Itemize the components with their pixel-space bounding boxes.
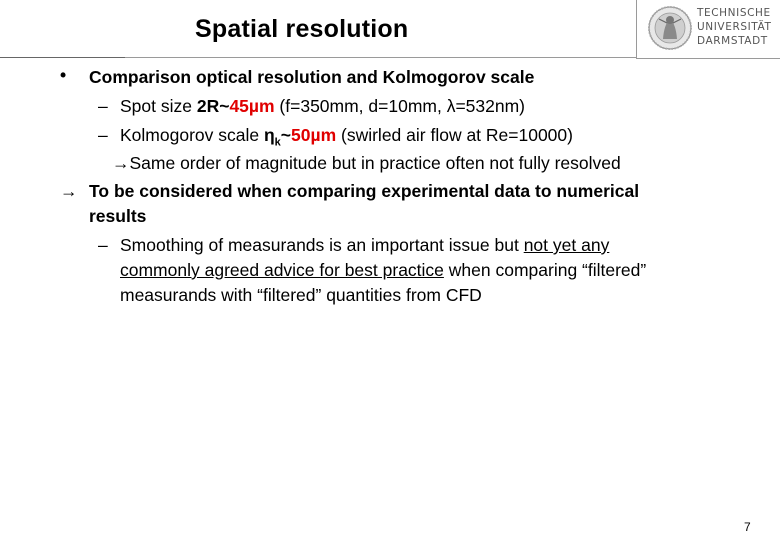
sub-bullet-spot-size: [120, 96, 525, 117]
eta-symbol: η: [263, 125, 275, 145]
sub-bullet-dash-2: –: [98, 125, 108, 145]
spot-size-value: 45µm: [229, 96, 275, 116]
logo-line-2: UNIVERSITÄT: [697, 21, 772, 33]
main-bullet-text: Comparison optical resolution and Kolmogorov scale: [89, 67, 535, 87]
logo-wordmark: [697, 6, 772, 48]
smoothing-text: Smoothing of measurands is an important issue but: [120, 235, 524, 255]
logo-line-3: DARMSTADT: [697, 35, 768, 47]
sub-bullet-dash-1: –: [98, 96, 108, 116]
spot-size-params: (f=350mm, d=10mm, λ=532nm): [274, 96, 526, 116]
smoothing-text-2: when comparing “filtered”: [443, 260, 647, 280]
conclusion-arrow: →: [60, 181, 78, 201]
smoothing-line-1: [120, 235, 609, 256]
title-underline: [0, 57, 125, 58]
smoothing-underlined-2: commonly agreed advice for best practice: [120, 260, 444, 280]
kolmogorov-params: (swirled air flow at Re=10000): [336, 125, 573, 145]
sub-bullet-dash-3: –: [98, 235, 108, 255]
conclusion-line-2: results: [89, 206, 147, 226]
smoothing-line-2: [120, 260, 646, 281]
kolmogorov-prefix: Kolmogorov scale: [120, 125, 264, 145]
smoothing-line-3: measurands with “filtered” quantities from CFD: [120, 285, 482, 305]
university-logo: [636, 0, 780, 59]
logo-line-1: TECHNISCHE: [697, 7, 771, 19]
kolmogorov-tilde: ~: [280, 125, 292, 145]
conclusion-line-1: To be considered when comparing experimental data to numerical: [89, 181, 640, 201]
magnitude-note: →Same order of magnitude but in practice often not fully resolved: [112, 153, 621, 173]
athena-seal-icon: [647, 5, 693, 51]
sub-bullet-kolmogorov: [120, 125, 573, 149]
slide-title: Spatial resolution: [195, 15, 409, 43]
bullet-marker: •: [60, 65, 67, 85]
spot-size-prefix: Spot size: [120, 96, 197, 116]
page-number: 7: [744, 520, 751, 534]
spot-size-symbol: 2R~: [196, 96, 230, 116]
eta-subscript: k: [274, 136, 281, 149]
main-bullet: [60, 65, 66, 86]
smoothing-underlined-1: not yet any: [523, 235, 610, 255]
kolmogorov-value: 50µm: [291, 125, 337, 145]
